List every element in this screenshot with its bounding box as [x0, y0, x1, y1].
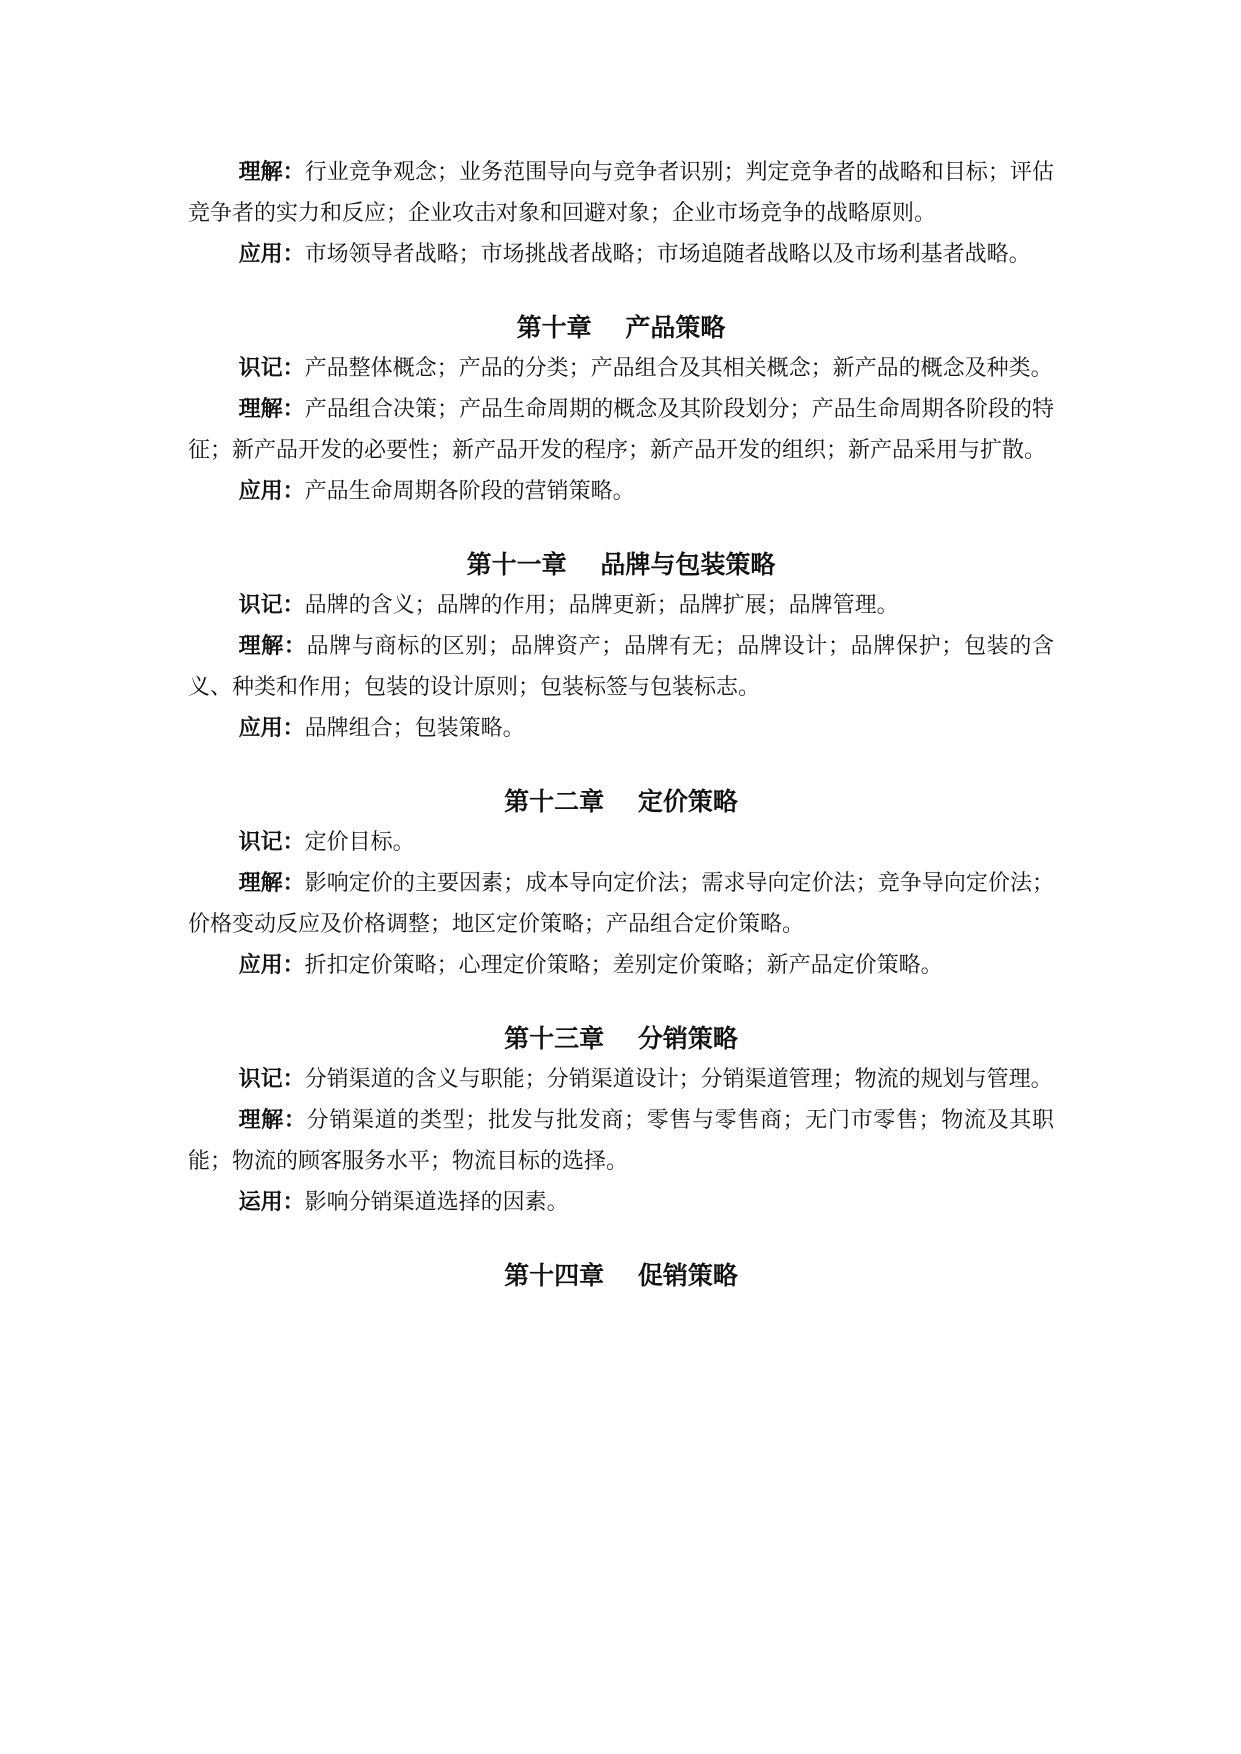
- apply-text: 市场领导者战略；市场挑战者战略；市场追随者战略以及市场利基者战略。: [304, 242, 1031, 267]
- chapter-13-title: 第十三章 分销策略: [504, 1024, 738, 1053]
- understand-text: 分销渠道的类型；批发与批发商；零售与零售商；无门市零售；物流及其职能；物流的顾客服务水平；物流目标的选择。: [188, 1108, 1054, 1174]
- remember-label: 识记：: [238, 356, 305, 381]
- understand-label: 理解：: [238, 634, 307, 659]
- ch13-apply-paragraph: [188, 1182, 1054, 1223]
- apply-text: 影响分销渠道选择的因素。: [304, 1190, 569, 1215]
- ch10-apply-paragraph: [188, 471, 1054, 512]
- apply-text: 品牌组合；包装策略。: [304, 716, 525, 741]
- document-page: [188, 152, 1054, 1296]
- apply-text: 折扣定价策略；心理定价策略；差别定价策略；新产品定价策略。: [304, 953, 943, 978]
- understand-label: 理解：: [238, 871, 305, 896]
- chapter-10-title: 第十章 产品策略: [516, 313, 726, 342]
- remember-text: 产品整体概念；产品的分类；产品组合及其相关概念；新产品的概念及种类。: [304, 356, 1053, 381]
- apply-label: 运用：: [238, 1190, 305, 1215]
- apply-label: 应用：: [238, 479, 305, 504]
- understand-label: 理解：: [238, 1108, 307, 1133]
- remember-label: 识记：: [238, 830, 305, 855]
- understand-text: 产品组合决策；产品生命周期的概念及其阶段划分；产品生命周期各阶段的特征；新产品开发的必要性；新产品开发的程序；新产品开发的组织；新产品采用与扩散。: [188, 397, 1054, 463]
- intro-apply-paragraph: [188, 234, 1054, 275]
- apply-label: 应用：: [238, 716, 305, 741]
- ch12-apply-paragraph: [188, 945, 1054, 986]
- intro-understand-paragraph: [188, 152, 1054, 234]
- understand-text: 品牌与商标的区别；品牌资产；品牌有无；品牌设计；品牌保护；包装的含义、种类和作用；包装的设计原则；包装标签与包装标志。: [188, 634, 1054, 700]
- understand-label: 理解：: [238, 160, 305, 185]
- remember-text: 定价目标。: [304, 830, 415, 855]
- remember-label: 识记：: [238, 593, 305, 618]
- apply-text: 产品生命周期各阶段的营销策略。: [304, 479, 635, 504]
- remember-text: 分销渠道的含义与职能；分销渠道设计；分销渠道管理；物流的规划与管理。: [304, 1067, 1053, 1092]
- ch11-apply-paragraph: [188, 708, 1054, 749]
- apply-label: 应用：: [238, 242, 305, 267]
- ch10-remember-paragraph: [188, 348, 1054, 389]
- remember-text: 品牌的含义；品牌的作用；品牌更新；品牌扩展；品牌管理。: [304, 593, 899, 618]
- chapter-14-title: 第十四章 促销策略: [504, 1261, 738, 1290]
- chapter-11-title: 第十一章 品牌与包装策略: [466, 550, 776, 579]
- ch13-understand-paragraph: [188, 1100, 1054, 1182]
- remember-label: 识记：: [238, 1067, 305, 1092]
- chapter-12-title: 第十二章 定价策略: [504, 787, 738, 816]
- ch12-remember-paragraph: [188, 822, 1054, 863]
- understand-text: 影响定价的主要因素；成本导向定价法；需求导向定价法；竞争导向定价法；价格变动反应及价格调整；地区定价策略；产品组合定价策略。: [188, 871, 1054, 937]
- ch11-understand-paragraph: [188, 626, 1054, 708]
- apply-label: 应用：: [238, 953, 305, 978]
- understand-label: 理解：: [238, 397, 305, 422]
- ch12-understand-paragraph: [188, 863, 1054, 945]
- ch13-remember-paragraph: [188, 1059, 1054, 1100]
- understand-text: 行业竞争观念；业务范围导向与竞争者识别；判定竞争者的战略和目标；评估竞争者的实力和反应；企业攻击对象和回避对象；企业市场竞争的战略原则。: [188, 160, 1054, 226]
- ch10-understand-paragraph: [188, 389, 1054, 471]
- ch11-remember-paragraph: [188, 585, 1054, 626]
